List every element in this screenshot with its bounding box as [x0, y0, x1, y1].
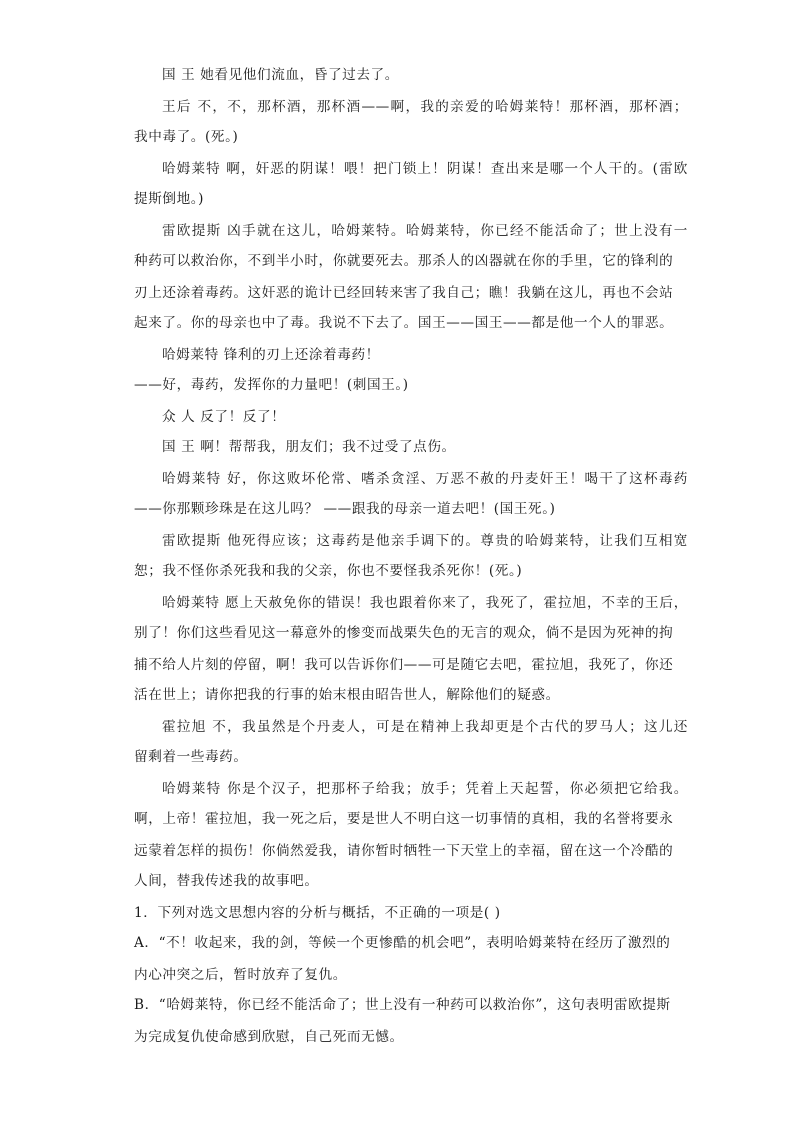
text-line: 种药可以救治你，不到半小时，你就要死去。那杀人的凶器就在你的手里，它的锋利的 [134, 253, 674, 269]
text-line: 人间，替我传述我的故事吧。 [134, 873, 319, 889]
text-line: 啊，上帝！霍拉旭，我一死之后，要是世人不明白这一切事情的真相，我的名誉将要永 [134, 811, 674, 827]
text-line: 霍拉旭 不，我虽然是个丹麦人，可是在精神上我却更是个古代的罗马人；这儿还 [162, 719, 688, 735]
text-line: 哈姆莱特 愿上天赦免你的错误！我也跟着你来了，我死了，霍拉旭，不幸的王后， [162, 595, 688, 611]
text-line: 活在世上；请你把我的行事的始末根由昭告世人，解除他们的疑惑。 [134, 687, 560, 703]
text-line: 国 王 啊！帮帮我，朋友们；我不过受了点伤。 [162, 439, 456, 455]
text-line: ——你那颗珍珠是在这儿吗？ ——跟我的母亲一道去吧！(国王死。) [134, 501, 556, 517]
option-b: B．“哈姆莱特，你已经不能活命了；世上没有一种药可以救治你”，这句表明雷欧提斯 [134, 997, 671, 1013]
text-line: 提斯倒地。) [134, 191, 205, 207]
text-line: 远蒙着怎样的损伤！你倘然爱我，请你暂时牺牲一下天堂上的幸福，留在这一个冷酷的 [134, 843, 674, 859]
text-line: 恕；我不怪你杀死我和我的父亲，你也不要怪我杀死你！(死。) [134, 563, 523, 579]
text-line: 刃上还涂着毒药。这奸恶的诡计已经回转来害了我自己；瞧！我躺在这儿，再也不会站 [134, 285, 674, 301]
text-line: 雷欧提斯 他死得应该；这毒药是他亲手调下的。尊贵的哈姆莱特，让我们互相宽 [162, 533, 688, 549]
text-line: 捕不给人片刻的停留，啊！我可以告诉你们——可是随它去吧，霍拉旭，我死了，你还 [134, 657, 674, 673]
text-line: 哈姆莱特 好，你这败坏伦常、嗜杀贪淫、万恶不赦的丹麦奸王！喝干了这杯毒药 [162, 471, 688, 487]
text-line: 留剩着一些毒药。 [134, 749, 248, 765]
question-stem: 1．下列对选文思想内容的分析与概括，不正确的一项是( ) [134, 905, 501, 921]
text-line: 哈姆莱特 啊，奸恶的阴谋！喂！把门锁上！阴谋！查出来是哪一个人干的。(雷欧 [162, 161, 688, 177]
option-b-cont: 为完成复仇使命感到欣慰，自己死而无憾。 [134, 1029, 404, 1045]
text-line: 哈姆莱特 锋利的刃上还涂着毒药！ [162, 347, 380, 363]
text-line: 我中毒了。(死。) [134, 129, 239, 145]
text-line: 哈姆莱特 你是个汉子，把那杯子给我；放手；凭着上天起誓，你必须把它给我。 [162, 781, 688, 797]
option-a: A．“不！收起来，我的剑，等候一个更惨酷的机会吧”，表明哈姆莱特在经历了激烈的 [134, 935, 671, 951]
text-line: 起来了。你的母亲也中了毒。我说不下去了。国王——国王——都是他一个人的罪恶。 [134, 315, 674, 331]
text-line: 王后 不，不，那杯酒，那杯酒——啊，我的亲爱的哈姆莱特！那杯酒，那杯酒； [162, 99, 688, 115]
text-line: 国 王 她看见他们流血，昏了过去了。 [162, 67, 399, 83]
text-line: 雷欧提斯 凶手就在这儿，哈姆莱特。哈姆莱特，你已经不能活命了；世上没有一 [162, 223, 688, 239]
text-line: ——好，毒药，发挥你的力量吧！(刺国王。) [134, 377, 409, 393]
option-a-cont: 内心冲突之后，暂时放弃了复仇。 [134, 967, 347, 983]
text-line: 众 人 反了！反了！ [162, 409, 286, 425]
text-line: 别了！你们这些看见这一幕意外的惨变而战栗失色的无言的观众，倘不是因为死神的拘 [134, 625, 674, 641]
